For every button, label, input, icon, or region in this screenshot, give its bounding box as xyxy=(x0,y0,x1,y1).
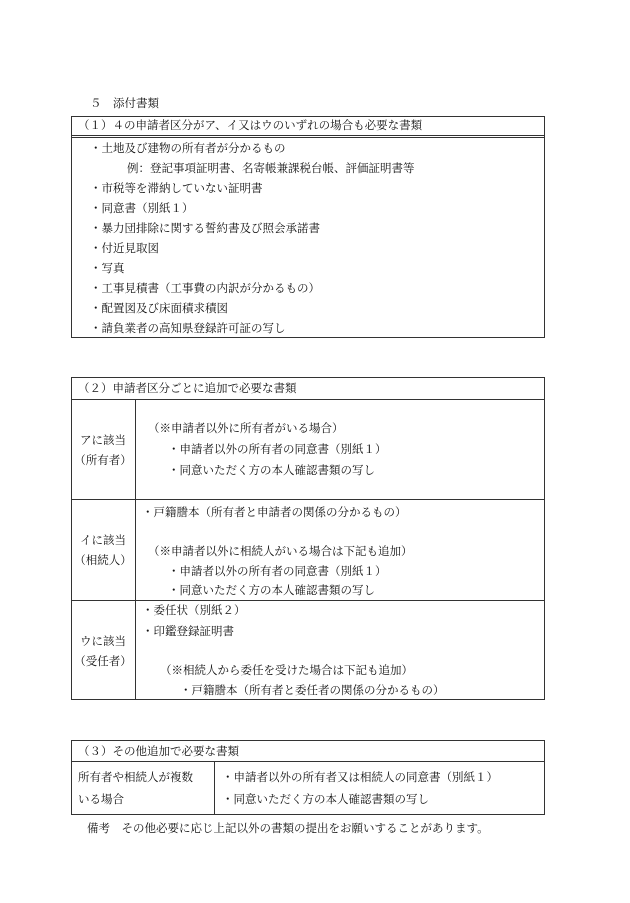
cell-line: ・同意いただく方の本人確認書類の写し xyxy=(168,463,375,477)
cell-line: ・戸籍謄本（所有者と委任者の関係の分かるもの） xyxy=(180,683,445,697)
section-title: ５ 添付書類 xyxy=(90,96,159,110)
section2-table xyxy=(71,377,545,700)
row-label-u: ウに該当 xyxy=(80,634,126,648)
row-divider xyxy=(72,499,544,500)
note-text: 備考 その他必要に応じ上記以外の書類の提出をお願いすることがあります。 xyxy=(87,821,489,835)
list-item: ・工事見積書（工事費の内訳が分かるもの） xyxy=(90,281,320,295)
section3-table xyxy=(71,740,545,815)
cell-line: ・戸籍謄本（所有者と申請者の関係の分かるもの） xyxy=(142,505,407,519)
cell-line: ・申請者以外の所有者の同意書（別紙１） xyxy=(168,442,387,456)
cell-line: （※申請者以外に相続人がいる場合は下記も追加） xyxy=(148,544,413,558)
row-label-a: アに該当 xyxy=(80,433,126,447)
cell-line: ・申請者以外の所有者又は相続人の同意書（別紙１） xyxy=(222,770,498,784)
list-item: ・請負業者の高知県登録許可証の写し xyxy=(90,321,286,335)
row-sublabel-i: （相続人） xyxy=(74,553,132,567)
section1-table xyxy=(71,116,545,338)
section2-header: （２）申請者区分ごとに追加で必要な書類 xyxy=(72,378,544,400)
list-item: ・配置図及び床面積求積図 xyxy=(90,301,228,315)
row-label: 所有者や相続人が複数 xyxy=(78,770,193,784)
row-label-i: イに該当 xyxy=(80,533,126,547)
list-item: ・写真 xyxy=(90,261,125,275)
list-item: ・同意書（別紙１） xyxy=(90,201,194,215)
cell-line: （※申請者以外に所有者がいる場合） xyxy=(148,421,344,435)
list-item: 例：登記事項証明書、名寄帳兼課税台帳、評価証明書等 xyxy=(127,161,415,175)
row-sublabel: いる場合 xyxy=(78,792,124,806)
cell-line: ・同意いただく方の本人確認書類の写し xyxy=(168,583,375,597)
cell-line: ・委任状（別紙２） xyxy=(142,603,246,617)
list-item: ・付近見取図 xyxy=(90,241,159,255)
row-sublabel-a: （所有者） xyxy=(74,453,132,467)
cell-line: （※相続人から委任を受けた場合は下記も追加） xyxy=(160,663,413,677)
cell-line: ・申請者以外の所有者の同意書（別紙１） xyxy=(168,564,387,578)
list-item: ・土地及び建物の所有者が分かるもの xyxy=(90,141,286,155)
list-item: ・市税等を滞納していない証明書 xyxy=(90,181,263,195)
column-divider xyxy=(135,399,136,699)
row-divider xyxy=(72,600,544,601)
column-divider xyxy=(214,761,215,814)
section3-header: （３）その他追加で必要な書類 xyxy=(72,741,544,762)
list-item: ・暴力団排除に関する誓約書及び照会承諾書 xyxy=(90,221,320,235)
section1-header: （１）４の申請者区分がア、イ又はウのいずれの場合も必要な書類 xyxy=(72,117,544,138)
cell-line: ・印鑑登録証明書 xyxy=(142,624,234,638)
cell-line: ・同意いただく方の本人確認書類の写し xyxy=(222,792,429,806)
row-sublabel-u: （受任者） xyxy=(74,654,132,668)
